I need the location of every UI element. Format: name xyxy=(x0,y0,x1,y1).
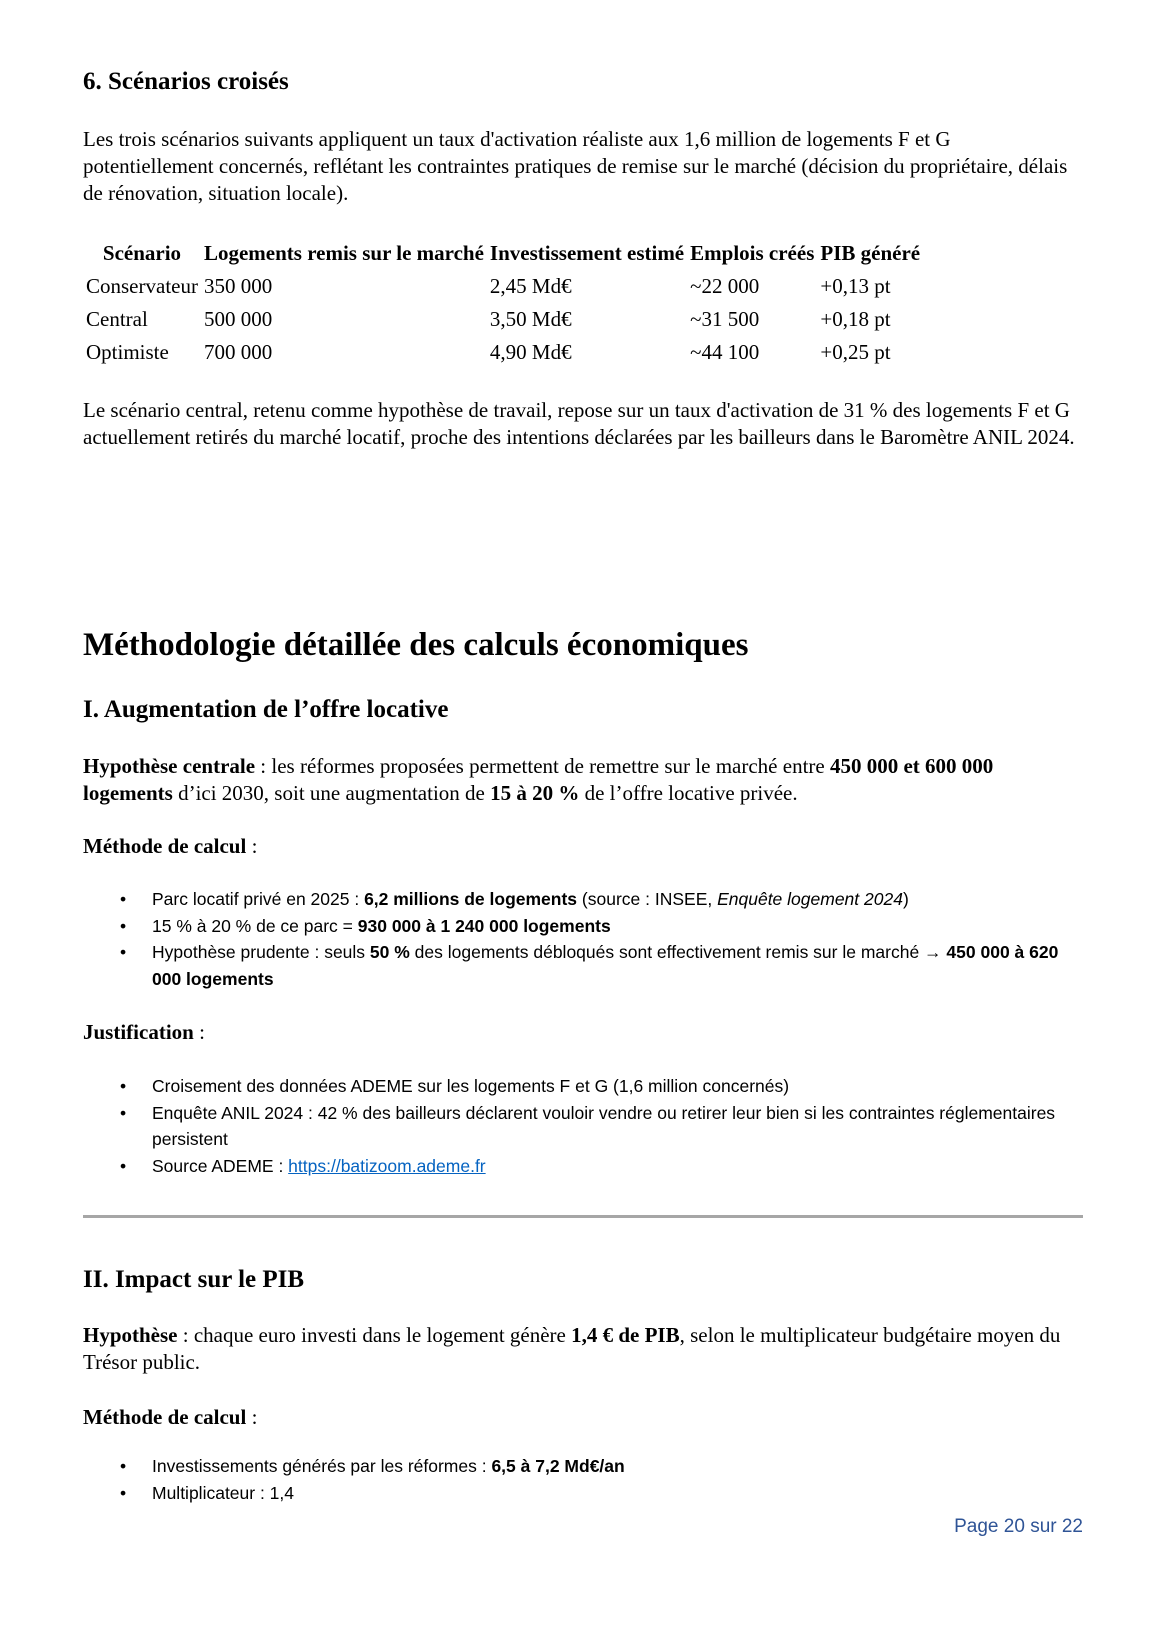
text: Investissements générés par les réformes : xyxy=(152,1456,492,1476)
text: ) xyxy=(902,889,909,909)
header-logements: Logements remis sur le marché xyxy=(203,241,484,265)
intro-paragraph: Les trois scénarios suivants appliquent un taux d'activation réaliste aux 1,6 million de logements F et G potentiellement concernés, reflétant les contraintes pratiques de remise sur le marché (décision du propriétaire, délais de rénovation, situation locale). xyxy=(83,127,1068,205)
scenarios-table xyxy=(83,237,923,369)
justification-label-paragraph xyxy=(83,1020,205,1045)
table-cell: +0,13 pt xyxy=(820,274,891,298)
table-row xyxy=(83,303,923,336)
hypothesis-label: Hypothèse centrale xyxy=(83,754,256,778)
italic-text: Enquête logement 2024 xyxy=(717,889,903,909)
bullet-icon: • xyxy=(120,1102,127,1123)
list-item xyxy=(110,1153,1070,1180)
section-heading: 6. Scénarios croisés xyxy=(83,68,289,95)
method-label: Méthode de calcul xyxy=(83,834,247,858)
list-item xyxy=(110,1100,1070,1153)
part2-heading: II. Impact sur le PIB xyxy=(83,1266,305,1293)
table-cell: 3,50 Md€ xyxy=(489,307,572,331)
gdp-hypothesis-paragraph xyxy=(83,1322,1083,1376)
text: Source ADEME : xyxy=(152,1155,289,1176)
text: Enquête ANIL 2024 : 42 % des bailleurs déclarent vouloir vendre ou retirer leur bien si les contraintes réglementaires persistent xyxy=(152,1102,1056,1149)
text: : xyxy=(193,1020,205,1044)
ademe-link[interactable]: https://batizoom.ademe.fr xyxy=(288,1155,486,1176)
method-label: Méthode de calcul xyxy=(83,1405,247,1429)
list-item xyxy=(110,1073,1070,1100)
header-emplois: Emplois créés xyxy=(690,241,815,265)
bullet-icon: • xyxy=(120,1076,127,1096)
text: 15 % à 20 % de ce parc = xyxy=(152,915,358,936)
list-item xyxy=(110,1480,1070,1507)
list-item xyxy=(110,886,1070,913)
text: d’ici 2030, soit une augmentation de xyxy=(172,781,491,805)
emphasis: 15 à 20 % xyxy=(490,781,580,805)
text: : chaque euro investi dans le logement génère xyxy=(177,1323,572,1347)
bullet-icon: • xyxy=(120,915,127,936)
gdp-bullet-list xyxy=(110,1453,1070,1506)
text: Hypothèse prudente : seuls xyxy=(152,942,370,962)
header-investissement: Investissement estimé xyxy=(489,241,685,265)
text: : xyxy=(246,1405,258,1429)
emphasis: 1,4 € de PIB xyxy=(571,1323,680,1347)
text: Multiplicateur : 1,4 xyxy=(152,1482,295,1503)
table-header-row xyxy=(83,237,923,270)
hypothesis-label: Hypothèse xyxy=(83,1323,178,1347)
table-cell: Central xyxy=(86,307,148,331)
table-cell: ~22 000 xyxy=(690,274,760,298)
horizontal-divider xyxy=(83,1215,1083,1218)
table-cell: 4,90 Md€ xyxy=(489,340,572,364)
emphasis: 6,5 à 7,2 Md€/an xyxy=(491,1456,625,1476)
part1-heading: I. Augmentation de l’offre locative xyxy=(83,696,449,723)
text: Parc locatif privé en 2025 : xyxy=(152,889,365,909)
list-item xyxy=(110,913,1070,940)
text: , selon le multiplicateur budgétaire moyen du Trésor public. xyxy=(83,1323,1061,1374)
table-cell: 350 000 xyxy=(203,274,273,298)
table-cell: +0,18 pt xyxy=(820,307,891,331)
list-item xyxy=(110,939,1070,992)
table-cell: 500 000 xyxy=(203,307,273,331)
bullet-icon: • xyxy=(120,889,127,909)
bullet-icon: • xyxy=(120,942,127,962)
emphasis: 450 000 et 600 000 logements xyxy=(83,754,994,805)
emphasis: 450 000 à 620 000 logements xyxy=(152,942,1059,989)
method-bullet-list xyxy=(110,886,1070,992)
emphasis: 6,2 millions de logements xyxy=(364,889,578,909)
table-row xyxy=(83,270,923,303)
text: : les réformes proposées permettent de remettre sur le marché entre xyxy=(255,754,830,778)
method-label-paragraph xyxy=(83,834,257,859)
text: (source : INSEE, xyxy=(577,889,718,909)
text: : xyxy=(246,834,258,858)
methodology-title: Méthodologie détaillée des calculs économiques xyxy=(83,627,749,663)
justification-label: Justification xyxy=(83,1020,194,1044)
text: des logements débloqués sont effectivement remis sur le marché → xyxy=(409,942,947,962)
bullet-icon: • xyxy=(120,1482,127,1503)
text: de l’offre locative privée. xyxy=(579,781,798,805)
table-cell: 700 000 xyxy=(203,340,273,364)
table-cell: 2,45 Md€ xyxy=(489,274,572,298)
method-label-paragraph xyxy=(83,1405,257,1430)
bullet-icon: • xyxy=(120,1456,127,1476)
text: Croisement des données ADEME sur les logements F et G (1,6 million concernés) xyxy=(152,1076,790,1096)
bullet-icon: • xyxy=(120,1155,127,1176)
table-cell: +0,25 pt xyxy=(820,340,891,364)
page-number: Page 20 sur 22 xyxy=(954,1516,1083,1537)
list-item xyxy=(110,1453,1070,1480)
emphasis: 50 % xyxy=(369,942,410,962)
central-hypothesis-paragraph xyxy=(83,753,1083,807)
emphasis: 930 000 à 1 240 000 logements xyxy=(357,915,611,936)
header-pib: PIB généré xyxy=(820,241,921,265)
table-cell: ~31 500 xyxy=(690,307,760,331)
justification-bullet-list xyxy=(110,1073,1070,1179)
table-row xyxy=(83,336,923,369)
header-scenario: Scénario xyxy=(102,241,182,265)
central-scenario-paragraph: Le scénario central, retenu comme hypothèse de travail, repose sur un taux d'activation de 31 % des logements F et G actuellement retirés du marché locatif, proche des intentions déclarées par les bailleurs dans le Baromètre ANIL 2024. xyxy=(83,398,1075,449)
table-cell: Conservateur xyxy=(86,274,198,298)
table-cell: Optimiste xyxy=(86,340,169,364)
table-cell: ~44 100 xyxy=(690,340,760,364)
